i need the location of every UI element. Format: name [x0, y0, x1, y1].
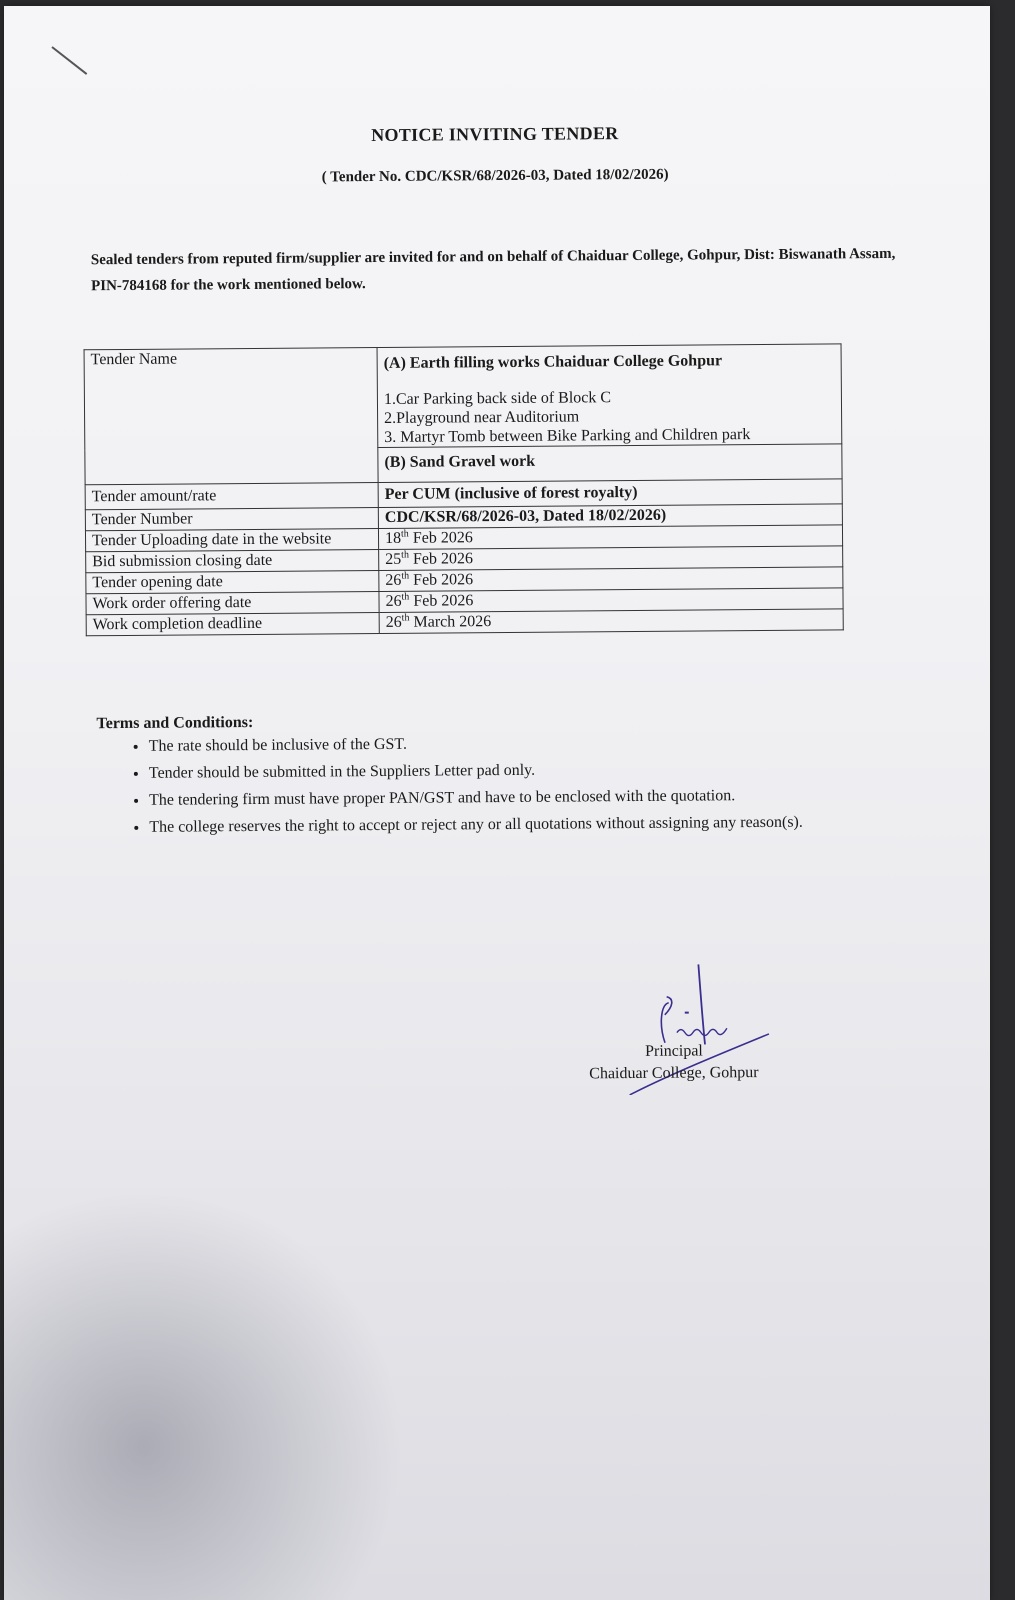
date-rest: Feb 2026	[408, 529, 473, 547]
date-suffix: th	[401, 591, 410, 603]
list-item: • The rate should be inclusive of the GST.	[149, 726, 969, 759]
row-value	[379, 609, 843, 634]
date-suffix: th	[401, 549, 409, 561]
terms-list	[117, 726, 970, 841]
list-item: • Tender should be submitted in the Suppliers Letter pad only.	[149, 753, 969, 786]
date-rest: Feb 2026	[409, 592, 474, 610]
intro-paragraph: Sealed tenders from reputed firm/supplier are invited for and on behalf of Chaiduar College, Gohpur, Dist: Biswanath Assam, PIN-784168 for the work mentioned below.	[90, 245, 896, 295]
date-day: 26	[385, 592, 402, 610]
work-a-items	[384, 386, 835, 447]
tender-table	[84, 343, 844, 636]
signatory-institution: Chaiduar College, Gohpur	[589, 1064, 759, 1083]
row-label: Bid submission closing date	[86, 549, 379, 572]
list-item: 3. Martyr Tomb between Bike Parking and Children park	[384, 426, 751, 446]
row-label: Work order offering date	[86, 591, 379, 614]
row-label: Tender Uploading date in the website	[85, 528, 378, 551]
row-label: Tender opening date	[86, 570, 379, 593]
document-content	[4, 6, 990, 1600]
date-suffix: th	[401, 570, 410, 582]
date-rest: Feb 2026	[409, 571, 474, 589]
list-item: 2.Playground near Auditorium	[384, 408, 580, 427]
date-day: 25	[385, 550, 402, 568]
paper-sheet	[4, 6, 990, 1600]
work-a-cell	[377, 344, 842, 448]
table-row	[84, 344, 842, 450]
list-item: • The college reserves the right to accept or reject any or all quotations without assigning any reason(s).	[149, 807, 969, 840]
page-title: NOTICE INVITING TENDER	[371, 123, 619, 146]
row-label: Tender amount/rate	[85, 482, 378, 509]
date-suffix: th	[400, 528, 409, 540]
date-rest: March 2026	[409, 613, 492, 631]
tender-name-label: Tender Name	[84, 347, 378, 484]
row-label: Work completion deadline	[86, 612, 379, 635]
tender-reference: ( Tender No. CDC/KSR/68/2026-03, Dated 18/02/2026)	[321, 166, 669, 186]
row-label: Tender Number	[85, 507, 378, 530]
date-day: 18	[384, 529, 402, 547]
row-value: Per CUM (inclusive of forest royalty)	[378, 479, 842, 508]
signature-block	[588, 954, 808, 1083]
terms-heading: Terms and Conditions:	[96, 713, 254, 733]
signatory-designation: Principal	[645, 1042, 703, 1060]
date-day: 26	[385, 571, 402, 589]
row-value: CDC/KSR/68/2026-03, Dated 18/02/2026)	[378, 504, 842, 529]
list-item: 1.Car Parking back side of Block C	[383, 389, 612, 408]
date-day: 26	[385, 613, 402, 631]
work-a-title: (A) Earth filling works Chaiduar College Gohpur	[383, 352, 723, 372]
date-rest: Feb 2026	[408, 550, 474, 568]
date-suffix: th	[401, 612, 410, 624]
list-item: • The tendering firm must have proper PAN/GST and have to be enclosed with the quotation.	[149, 780, 969, 813]
work-b-title: (B) Sand Gravel work	[378, 444, 842, 483]
